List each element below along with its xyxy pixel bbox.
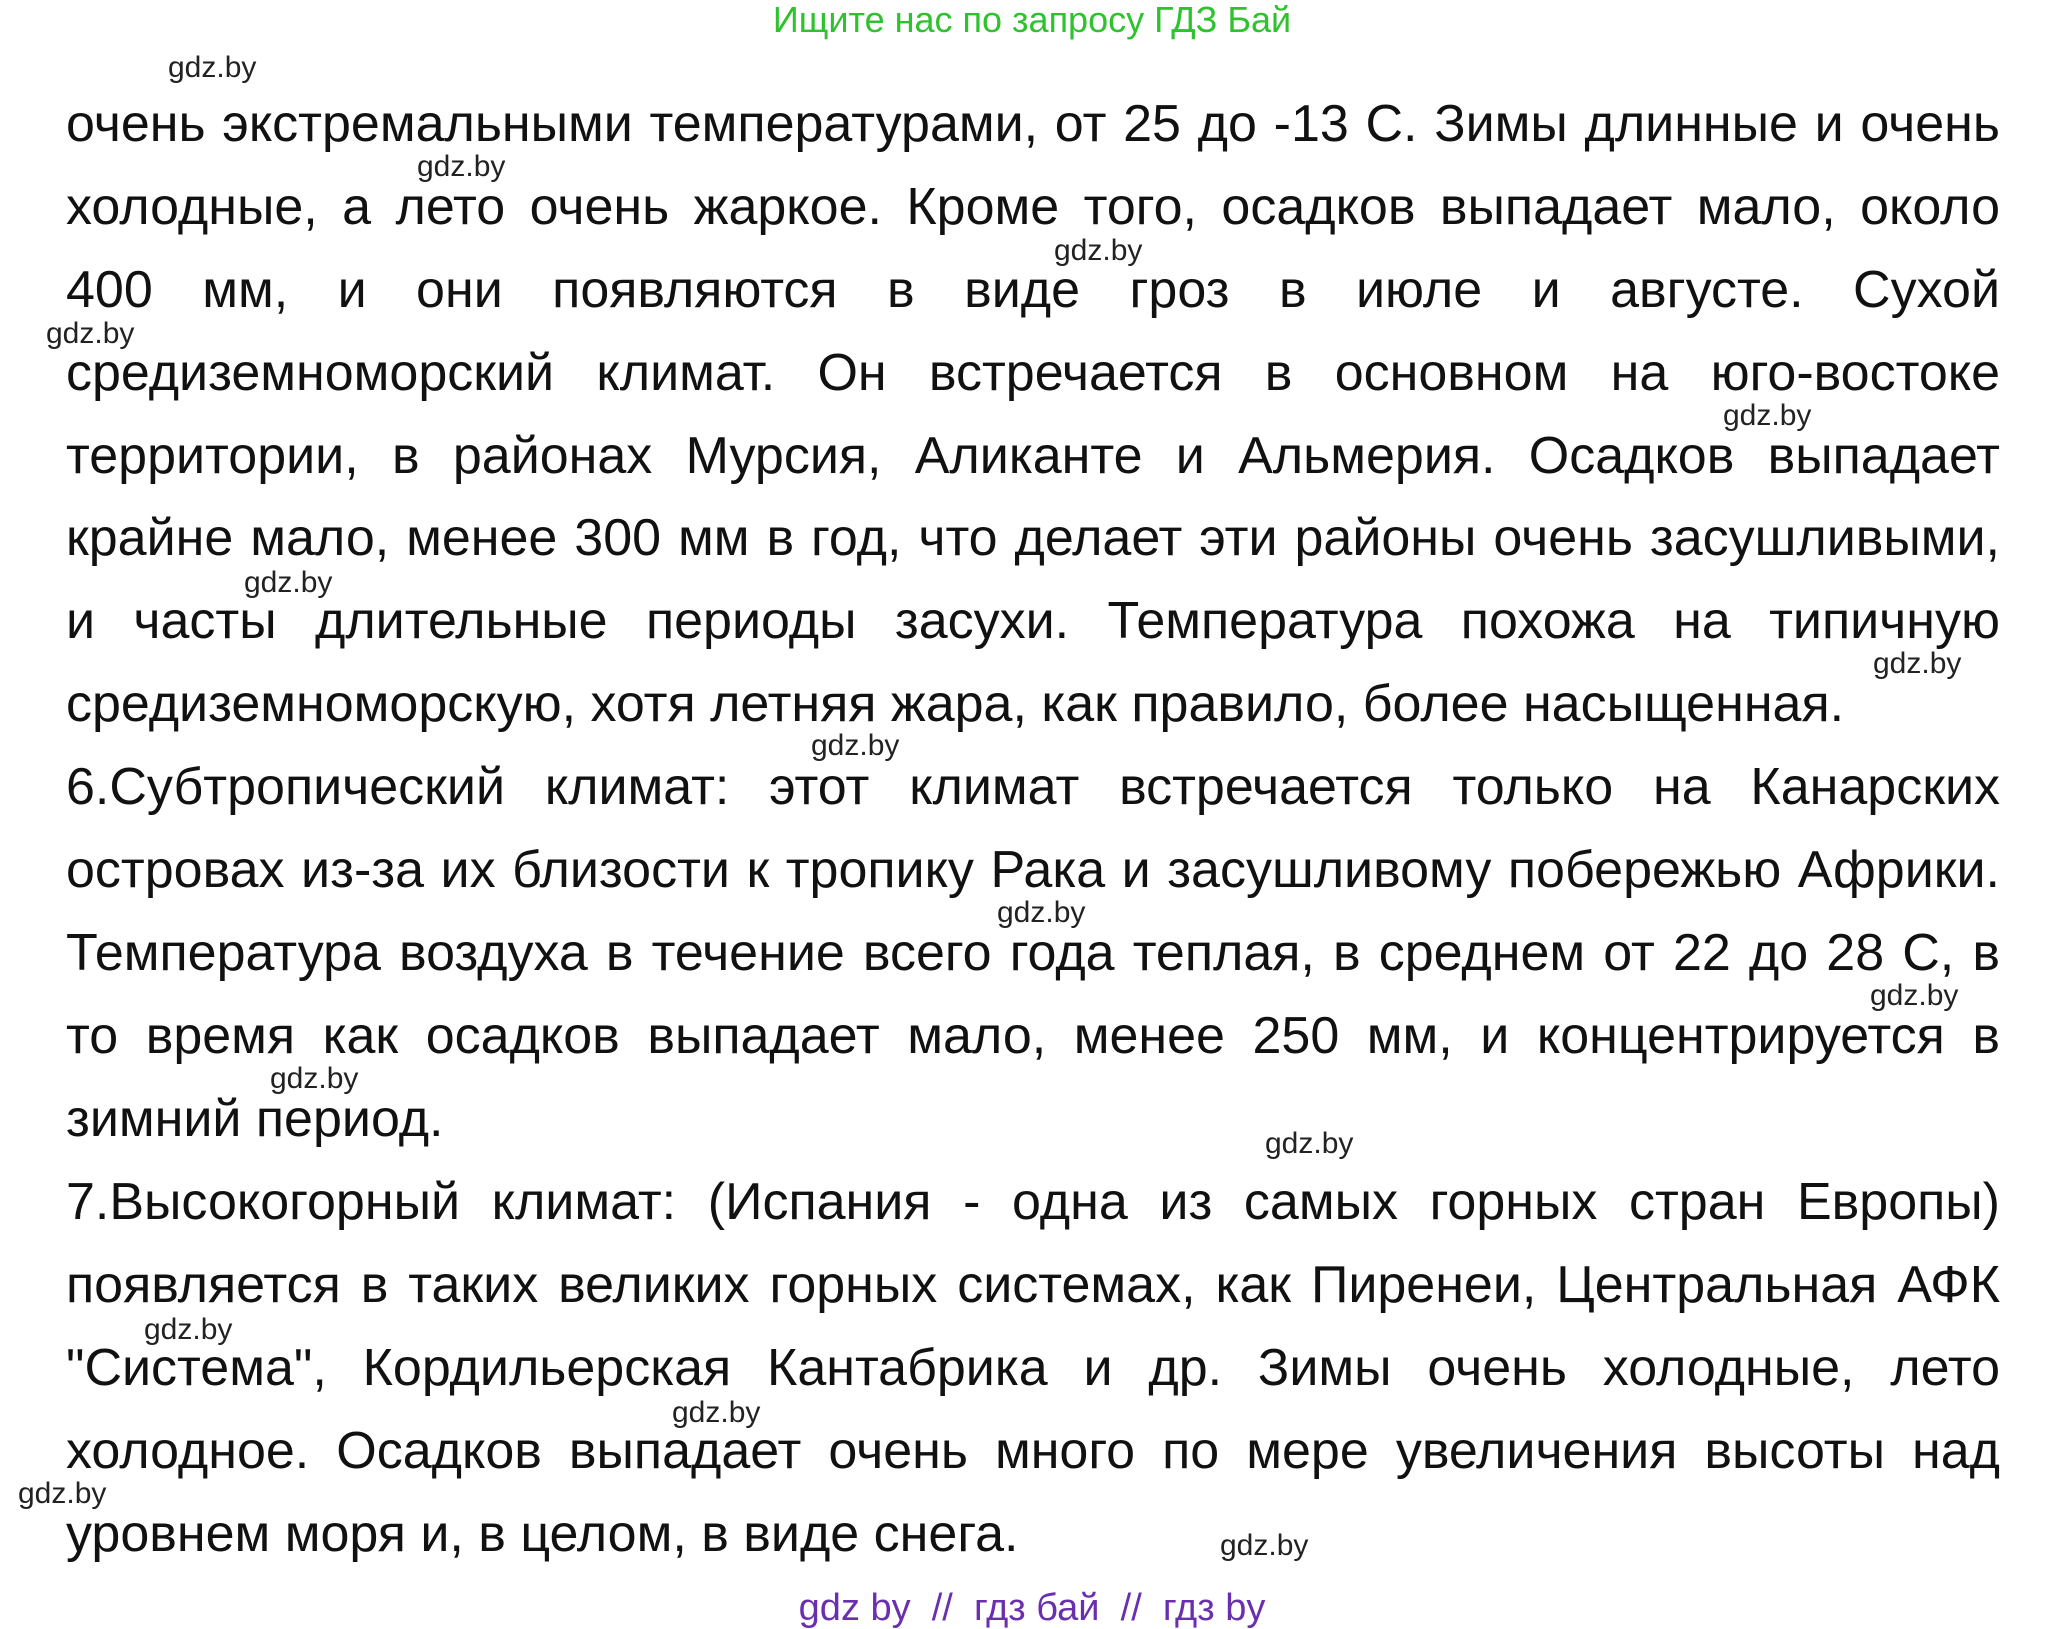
watermark: gdz.by — [144, 1313, 233, 1346]
text-line: 7.Высокогорный климат: (Испания - одна из самых горных стран Европы) — [66, 1173, 2000, 1231]
text-line: появляется в таких великих горных системах, как Пиренеи, Центральная АФК — [66, 1256, 2000, 1314]
watermark: gdz.by — [1054, 234, 1143, 267]
text-line: и часты длительные периоды засухи. Температура похожа на типичную — [66, 592, 2000, 650]
text-line: Температура воздуха в течение всего года теплая, в среднем от 22 до 28 С, в — [66, 924, 2000, 982]
text-line: холодное. Осадков выпадает очень много по мере увеличения высоты над — [66, 1422, 2000, 1480]
text-line: холодные, а лето очень жаркое. Кроме того, осадков выпадает мало, около — [66, 178, 2000, 236]
text-line: средиземноморский климат. Он встречается в основном на юго-востоке — [66, 344, 2000, 402]
watermark: gdz.by — [1220, 1529, 1309, 1562]
watermark: gdz.by — [244, 566, 333, 599]
watermark: gdz.by — [417, 150, 506, 183]
text-line: крайне мало, менее 300 мм в год, что делает эти районы очень засушливыми, — [66, 509, 2000, 567]
text-line: то время как осадков выпадает мало, менее 250 мм, и концентрируется в — [66, 1007, 2000, 1065]
text-line: очень экстремальными температурами, от 25 до -13 С. Зимы длинные и очень — [66, 95, 2000, 153]
watermark: gdz.by — [168, 51, 257, 84]
watermark: gdz.by — [18, 1477, 107, 1510]
text-line: средиземноморскую, хотя летняя жара, как правило, более насыщенная. — [66, 675, 1845, 733]
footer-links: gdz by // гдз бай // гдз by — [798, 1587, 1266, 1629]
text-line: территории, в районах Мурсия, Аликанте и Альмерия. Осадков выпадает — [66, 427, 2000, 485]
text-line: "Система", Кордильерская Кантабрика и др. Зимы очень холодные, лето — [66, 1339, 2000, 1397]
text-line: зимний период. — [66, 1090, 444, 1148]
watermark: gdz.by — [1873, 647, 1962, 680]
search-banner: Ищите нас по запросу ГДЗ Бай — [772, 0, 1292, 40]
watermark: gdz.by — [270, 1062, 359, 1095]
watermark: gdz.by — [672, 1396, 761, 1429]
text-line: островах из-за их близости к тропику Рака и засушливому побережью Африки. — [66, 841, 2000, 899]
text-line: 6.Субтропический климат: этот климат встречается только на Канарских — [66, 758, 2000, 816]
text-line: уровнем моря и, в целом, в виде снега. — [66, 1505, 1019, 1563]
watermark: gdz.by — [1265, 1127, 1354, 1160]
watermark: gdz.by — [997, 896, 1086, 929]
watermark: gdz.by — [1870, 979, 1959, 1012]
watermark: gdz.by — [46, 317, 135, 350]
text-line: 400 мм, и они появляются в виде гроз в июле и августе. Сухой — [66, 261, 2000, 319]
watermark: gdz.by — [1723, 399, 1812, 432]
watermark: gdz.by — [811, 729, 900, 762]
